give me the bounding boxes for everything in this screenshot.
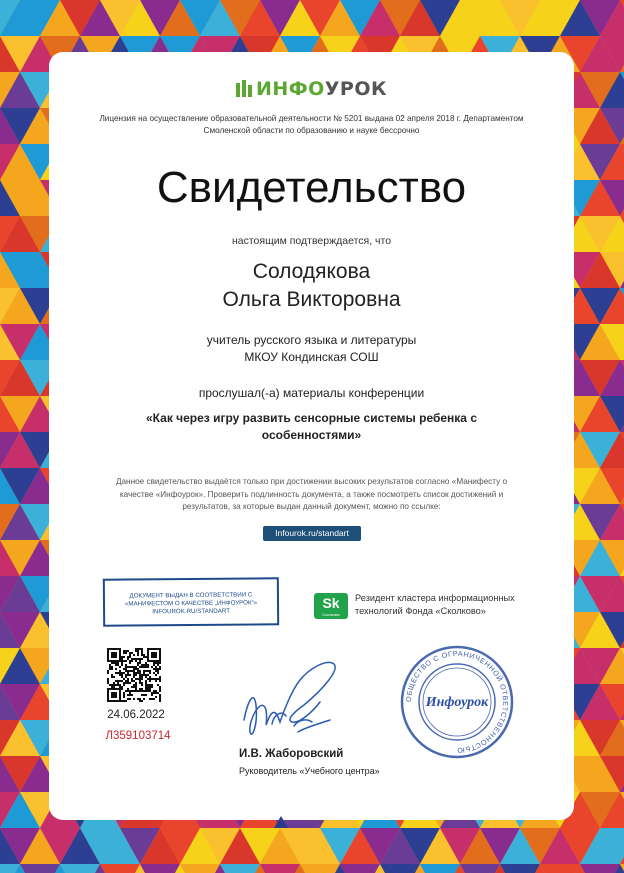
standard-link[interactable]: Infourok.ru/standart <box>263 526 361 541</box>
listened-text: прослушал(-а) материалы конференции <box>198 386 425 400</box>
seal-center-text: Инфоурок <box>425 695 489 710</box>
mosaic-tile <box>100 864 140 873</box>
mosaic-tile <box>420 864 460 873</box>
mosaic-tile <box>340 864 380 873</box>
skolkovo-resident-text: Резидент кластера информационных технологий Фонда «Сколково» <box>355 593 515 616</box>
skolkovo-badge-small: Сколково <box>322 612 340 617</box>
triangle-icon <box>274 816 288 828</box>
mosaic-tile <box>260 864 300 873</box>
document-number: Л359103714 <box>105 730 171 742</box>
certificate-title: Свидетельство <box>156 163 467 212</box>
certificate-card <box>49 52 574 820</box>
signer-name: И.В. Жаборовский <box>239 748 344 760</box>
mosaic-tile <box>580 864 620 873</box>
infourok-logo <box>49 78 574 100</box>
recipient-school: МКОУ Кондинская СОШ <box>244 350 379 364</box>
logo-prefix: ИНФО <box>255 78 325 100</box>
seal-ring-text: ОБЩЕСТВО С ОГРАНИЧЕННОЙ ОТВЕТСТВЕННОСТЬЮ <box>403 648 511 756</box>
stamp-line-2: «МАНИФЕСТОМ О КАЧЕСТВЕ „ИНФОУРОК“» <box>124 599 258 608</box>
skolkovo-badge-icon <box>314 593 348 619</box>
verification-note: Данное свидетельство выдаётся только при достижении высоких результатов согласно «Манифесту о качестве «Инфоурок». Проверить подлинность документа, а также посмотреть список достижений и результатов, за которые выдан данный документ, можно по ссылке: <box>115 477 508 511</box>
license-text: Лицензия на осуществление образовательной деятельности № 5201 выдана 02 апреля 2018 г. Департаментом Смоленской области по образованию и науке бессрочно <box>99 114 524 135</box>
confirm-text: настоящим подтверждается, что <box>231 235 392 247</box>
mosaic-tile <box>220 864 260 873</box>
stamp-line-1: ДОКУМЕНТ ВЫДАН В СООТВЕТСТВИИ С <box>129 591 253 600</box>
issue-date: 24.06.2022 <box>107 709 165 721</box>
conference-topic: «Как через игру развить сенсорные системы ребенка с особенностями» <box>146 411 477 442</box>
recipient-role: учитель русского языка и литературы <box>206 333 417 347</box>
stamp-line-3: INFOUROK.RU/STANDART <box>152 607 231 616</box>
round-seal-image <box>399 644 515 760</box>
recipient-position <box>49 332 574 366</box>
mosaic-tile <box>140 864 180 873</box>
logo-suffix: УРОК <box>324 78 388 100</box>
skolkovo-badge-text: Sk <box>322 595 340 611</box>
mosaic-tile <box>180 864 220 873</box>
recipient-given-names: Ольга Викторовна <box>222 288 401 311</box>
recipient-surname: Солодякова <box>252 260 371 283</box>
signer-role: Руководитель «Учебного центра» <box>239 766 380 776</box>
mosaic-tile <box>60 864 100 873</box>
recipient-name <box>49 258 574 314</box>
mosaic-tile <box>300 864 340 873</box>
signature-image <box>234 650 344 750</box>
mosaic-tile <box>460 864 500 873</box>
qr-code-icon <box>107 648 161 702</box>
mosaic-tile <box>380 864 420 873</box>
mosaic-tile <box>500 864 540 873</box>
manifest-stamp-box <box>103 577 279 627</box>
infourok-logo-icon <box>236 80 252 98</box>
mosaic-tile <box>540 864 580 873</box>
mosaic-tile <box>20 864 60 873</box>
